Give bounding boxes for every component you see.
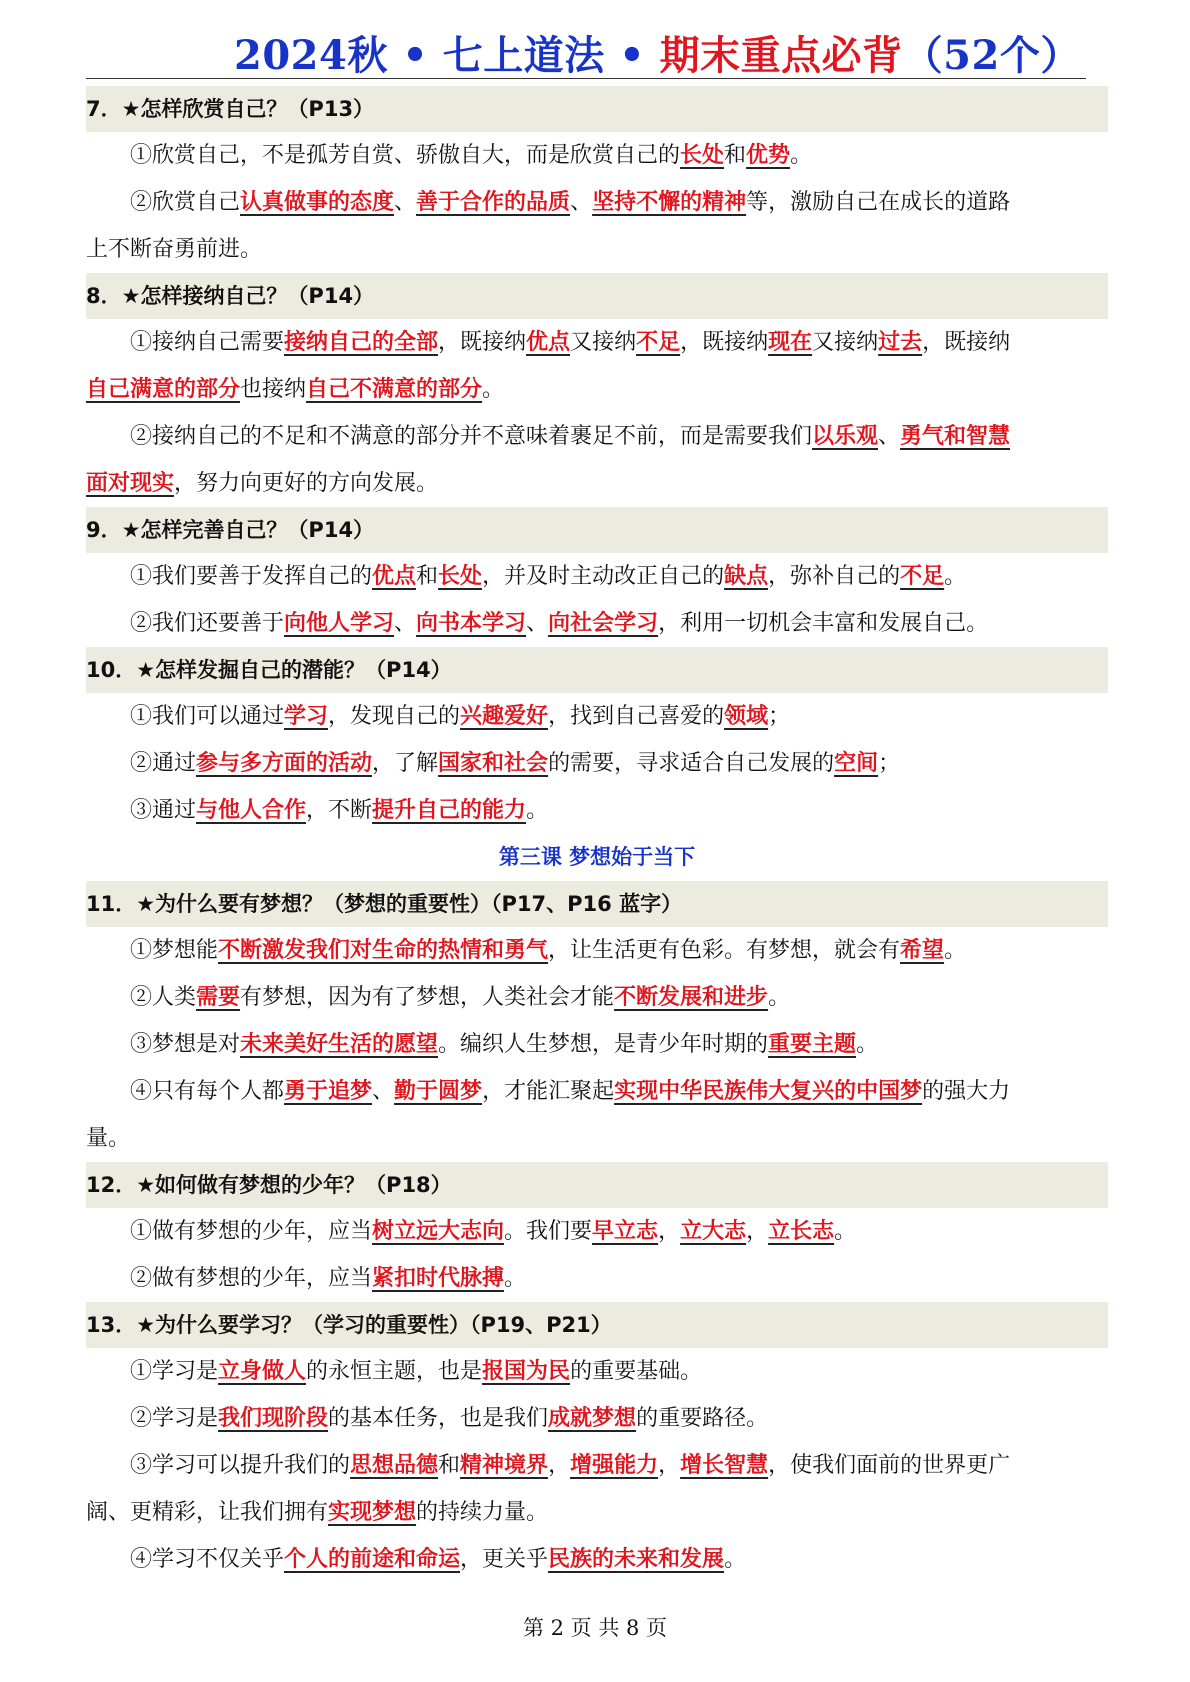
- question-8-title: 8．★怎样接纳自己？（P14）: [86, 273, 1108, 319]
- text-run: 。: [482, 377, 505, 402]
- q11-paragraph-2: [86, 974, 1108, 1021]
- text-run: 又接纳: [570, 330, 637, 355]
- key-term: 优势: [746, 142, 791, 168]
- text-run: 的重要路径。: [636, 1406, 769, 1431]
- text-run: ①梦想能: [130, 938, 219, 963]
- text-run: 的重要基础。: [570, 1359, 703, 1384]
- text-run: ①学习是: [130, 1359, 219, 1384]
- key-term: 立身做人: [218, 1358, 307, 1384]
- text-run: 、: [526, 611, 549, 636]
- text-run: ，弥补自己的: [768, 564, 901, 589]
- key-term: 不断发展和进步: [614, 984, 769, 1010]
- text-run: ④学习不仅关乎: [130, 1547, 285, 1572]
- text-run: 。编织人生梦想，是青少年时期的: [438, 1032, 769, 1057]
- page-title: [234, 24, 1081, 81]
- text-run: 的强大力: [922, 1079, 1011, 1104]
- key-term: 个人的前途和命运: [284, 1546, 461, 1572]
- q8-paragraph-2: [86, 413, 1108, 460]
- key-term: 精神境界: [460, 1452, 549, 1478]
- key-term: 未来美好生活的愿望: [240, 1031, 439, 1057]
- key-term: 认真做事的态度: [240, 189, 395, 215]
- text-run: 。: [856, 1032, 879, 1057]
- text-run: ；: [768, 704, 791, 729]
- text-run: 。: [790, 143, 813, 168]
- text-run: ，努力向更好的方向发展。: [174, 471, 439, 496]
- text-run: ①接纳自己需要: [130, 330, 285, 355]
- q9-paragraph-2: [86, 600, 1108, 647]
- text-run: ，让生活更有色彩。有梦想，就会有: [548, 938, 901, 963]
- text-run: 有梦想，因为有了梦想，人类社会才能: [240, 985, 615, 1010]
- key-term: 向社会学习: [548, 610, 659, 636]
- question-10-title: 10．★怎样发掘自己的潜能？（P14）: [86, 647, 1108, 693]
- key-term: 不足: [636, 329, 681, 355]
- q11-paragraph-3: [86, 1021, 1108, 1068]
- key-term: 立大志: [680, 1218, 747, 1244]
- key-term: 不断激发我们对生命的热情和勇气: [218, 937, 549, 963]
- key-term: 勇于追梦: [284, 1078, 373, 1104]
- text-run: 的基本任务，也是我们: [328, 1406, 549, 1431]
- text-run: ，了解: [372, 751, 439, 776]
- q13-paragraph-3-cont: [86, 1489, 1108, 1536]
- key-term: 空间: [834, 750, 879, 776]
- key-term: 增长智慧: [680, 1452, 769, 1478]
- q13-paragraph-3: [86, 1442, 1108, 1489]
- key-term: 自己不满意的部分: [306, 376, 483, 402]
- text-run: 。: [768, 985, 791, 1010]
- key-term: 我们现阶段: [218, 1405, 329, 1431]
- title-part-3: （52个）: [902, 32, 1081, 79]
- key-term: 长处: [438, 563, 483, 589]
- key-term: 实现中华民族伟大复兴的中国梦: [614, 1078, 923, 1104]
- content: [86, 86, 1108, 1583]
- text-run: ，利用一切机会丰富和发展自己。: [658, 611, 989, 636]
- text-run: 。: [724, 1547, 747, 1572]
- text-run: ，: [658, 1453, 681, 1478]
- text-run: ③通过: [130, 798, 197, 823]
- text-run: 也接纳: [240, 377, 307, 402]
- key-term: 提升自己的能力: [372, 797, 527, 823]
- text-run: 。: [504, 1266, 527, 1291]
- q11-paragraph-1: [86, 927, 1108, 974]
- key-term: 参与多方面的活动: [196, 750, 373, 776]
- q13-paragraph-1: [86, 1348, 1108, 1395]
- key-term: 民族的未来和发展: [548, 1546, 725, 1572]
- text-run: 和: [416, 564, 439, 589]
- q13-paragraph-4: [86, 1536, 1108, 1583]
- question-11-title: 11．★为什么要有梦想？（梦想的重要性）（P17、P16 蓝字）: [86, 881, 1108, 927]
- text-run: ①做有梦想的少年，应当: [130, 1219, 373, 1244]
- key-term: 领域: [724, 703, 769, 729]
- key-term: 树立远大志向: [372, 1218, 505, 1244]
- text-run: ③梦想是对: [130, 1032, 241, 1057]
- q11-paragraph-4: [86, 1068, 1108, 1115]
- key-term: 重要主题: [768, 1031, 857, 1057]
- q8-paragraph-1: [86, 319, 1108, 366]
- key-term: 勇气和智慧: [900, 423, 1011, 449]
- text-run: ，不断: [306, 798, 373, 823]
- text-run: ，发现自己的: [328, 704, 461, 729]
- q9-paragraph-1: [86, 553, 1108, 600]
- page-header: [86, 20, 1086, 79]
- text-run: ，既接纳: [922, 330, 1011, 355]
- key-term: 缺点: [724, 563, 769, 589]
- text-run: 。: [526, 798, 549, 823]
- key-term: 不足: [900, 563, 945, 589]
- q13-paragraph-2: [86, 1395, 1108, 1442]
- text-run: ②欣赏自己: [130, 190, 241, 215]
- text-run: 等，激励自己在成长的道路: [746, 190, 1011, 215]
- q10-paragraph-1: [86, 693, 1108, 740]
- key-term: 增强能力: [570, 1452, 659, 1478]
- question-13-title: 13．★为什么要学习？（学习的重要性）（P19、P21）: [86, 1302, 1108, 1348]
- text-run: 、: [570, 190, 593, 215]
- text-run: 、: [372, 1079, 395, 1104]
- q7-paragraph-2: [86, 179, 1108, 226]
- text-run: ②接纳自己的不足和不满意的部分并不意味着裹足不前，而是需要我们: [130, 424, 813, 449]
- title-part-2: 期末重点必背: [659, 32, 903, 79]
- key-term: 需要: [196, 984, 241, 1010]
- text-run: ，既接纳: [438, 330, 527, 355]
- q11-paragraph-4-cont: 量。: [86, 1126, 131, 1151]
- key-term: 以乐观: [812, 423, 879, 449]
- page-number: 第 2 页 共 8 页: [522, 1616, 668, 1640]
- text-run: 的永恒主题，也是: [306, 1359, 483, 1384]
- text-run: 和: [724, 143, 747, 168]
- text-run: ④只有每个人都: [130, 1079, 285, 1104]
- key-term: 成就梦想: [548, 1405, 637, 1431]
- key-term: 现在: [768, 329, 813, 355]
- key-term: 优点: [526, 329, 571, 355]
- question-7-title: 7．★怎样欣赏自己？（P13）: [86, 86, 1108, 132]
- text-run: ，: [746, 1219, 769, 1244]
- key-term: 向他人学习: [284, 610, 395, 636]
- text-run: 的需要，寻求适合自己发展的: [548, 751, 835, 776]
- q10-paragraph-2: [86, 740, 1108, 787]
- key-term: 长处: [680, 142, 725, 168]
- key-term: 接纳自己的全部: [284, 329, 439, 355]
- q7-paragraph-2-cont: 上不断奋勇前进。: [86, 237, 263, 262]
- text-run: ①欣赏自己，不是孤芳自赏、骄傲自大，而是欣赏自己的: [130, 143, 681, 168]
- key-term: 立长志: [768, 1218, 835, 1244]
- q8-paragraph-2-cont: [86, 460, 1108, 507]
- key-term: 与他人合作: [196, 797, 307, 823]
- text-run: ②通过: [130, 751, 197, 776]
- key-term: 报国为民: [482, 1358, 571, 1384]
- text-run: 和: [438, 1453, 461, 1478]
- text-run: ①我们可以通过: [130, 704, 285, 729]
- lesson-heading: 第三课 梦想始于当下: [498, 845, 696, 869]
- text-run: ①我们要善于发挥自己的: [130, 564, 373, 589]
- text-run: ②学习是: [130, 1406, 219, 1431]
- key-term: 学习: [284, 703, 329, 729]
- text-run: 、: [878, 424, 901, 449]
- q12-paragraph-2: [86, 1255, 1108, 1302]
- text-run: ，: [548, 1453, 571, 1478]
- key-term: 善于合作的品质: [416, 189, 571, 215]
- text-run: ，找到自己喜爱的: [548, 704, 725, 729]
- q12-paragraph-1: [86, 1208, 1108, 1255]
- key-term: 国家和社会: [438, 750, 549, 776]
- key-term: 希望: [900, 937, 945, 963]
- key-term: 勤于圆梦: [394, 1078, 483, 1104]
- key-term: 过去: [878, 329, 923, 355]
- text-run: ，: [658, 1219, 681, 1244]
- title-part-1: 2024秋 • 七上道法 •: [234, 32, 660, 79]
- key-term: 自己满意的部分: [86, 376, 241, 402]
- text-run: ，既接纳: [680, 330, 769, 355]
- question-9-title: 9．★怎样完善自己？（P14）: [86, 507, 1108, 553]
- key-term: 紧扣时代脉搏: [372, 1265, 505, 1291]
- text-run: ，更关乎: [460, 1547, 549, 1572]
- key-term: 面对现实: [86, 470, 175, 496]
- text-run: 。: [944, 564, 967, 589]
- key-term: 实现梦想: [328, 1499, 417, 1525]
- key-term: 向书本学习: [416, 610, 527, 636]
- text-run: ②我们还要善于: [130, 611, 285, 636]
- question-12-title: 12．★如何做有梦想的少年？（P18）: [86, 1162, 1108, 1208]
- key-term: 思想品德: [350, 1452, 439, 1478]
- text-run: ，使我们面前的世界更广: [768, 1453, 1011, 1478]
- text-run: 、: [394, 611, 417, 636]
- text-run: ；: [878, 751, 901, 776]
- text-run: ②做有梦想的少年，应当: [130, 1266, 373, 1291]
- q8-paragraph-1-cont: [86, 366, 1108, 413]
- text-run: ③学习可以提升我们的: [130, 1453, 351, 1478]
- key-term: 早立志: [592, 1218, 659, 1244]
- q10-paragraph-3: [86, 787, 1108, 834]
- text-run: 。我们要: [504, 1219, 593, 1244]
- text-run: ，才能汇聚起: [482, 1079, 615, 1104]
- key-term: 兴趣爱好: [460, 703, 549, 729]
- text-run: ②人类: [130, 985, 197, 1010]
- text-run: 、: [394, 190, 417, 215]
- q7-paragraph-1: [86, 132, 1108, 179]
- key-term: 坚持不懈的精神: [592, 189, 747, 215]
- text-run: 又接纳: [812, 330, 879, 355]
- text-run: 。: [944, 938, 967, 963]
- text-run: 的持续力量。: [416, 1500, 549, 1525]
- text-run: 阔、更精彩，让我们拥有: [86, 1500, 329, 1525]
- key-term: 优点: [372, 563, 417, 589]
- text-run: 。: [834, 1219, 857, 1244]
- text-run: ，并及时主动改正自己的: [482, 564, 725, 589]
